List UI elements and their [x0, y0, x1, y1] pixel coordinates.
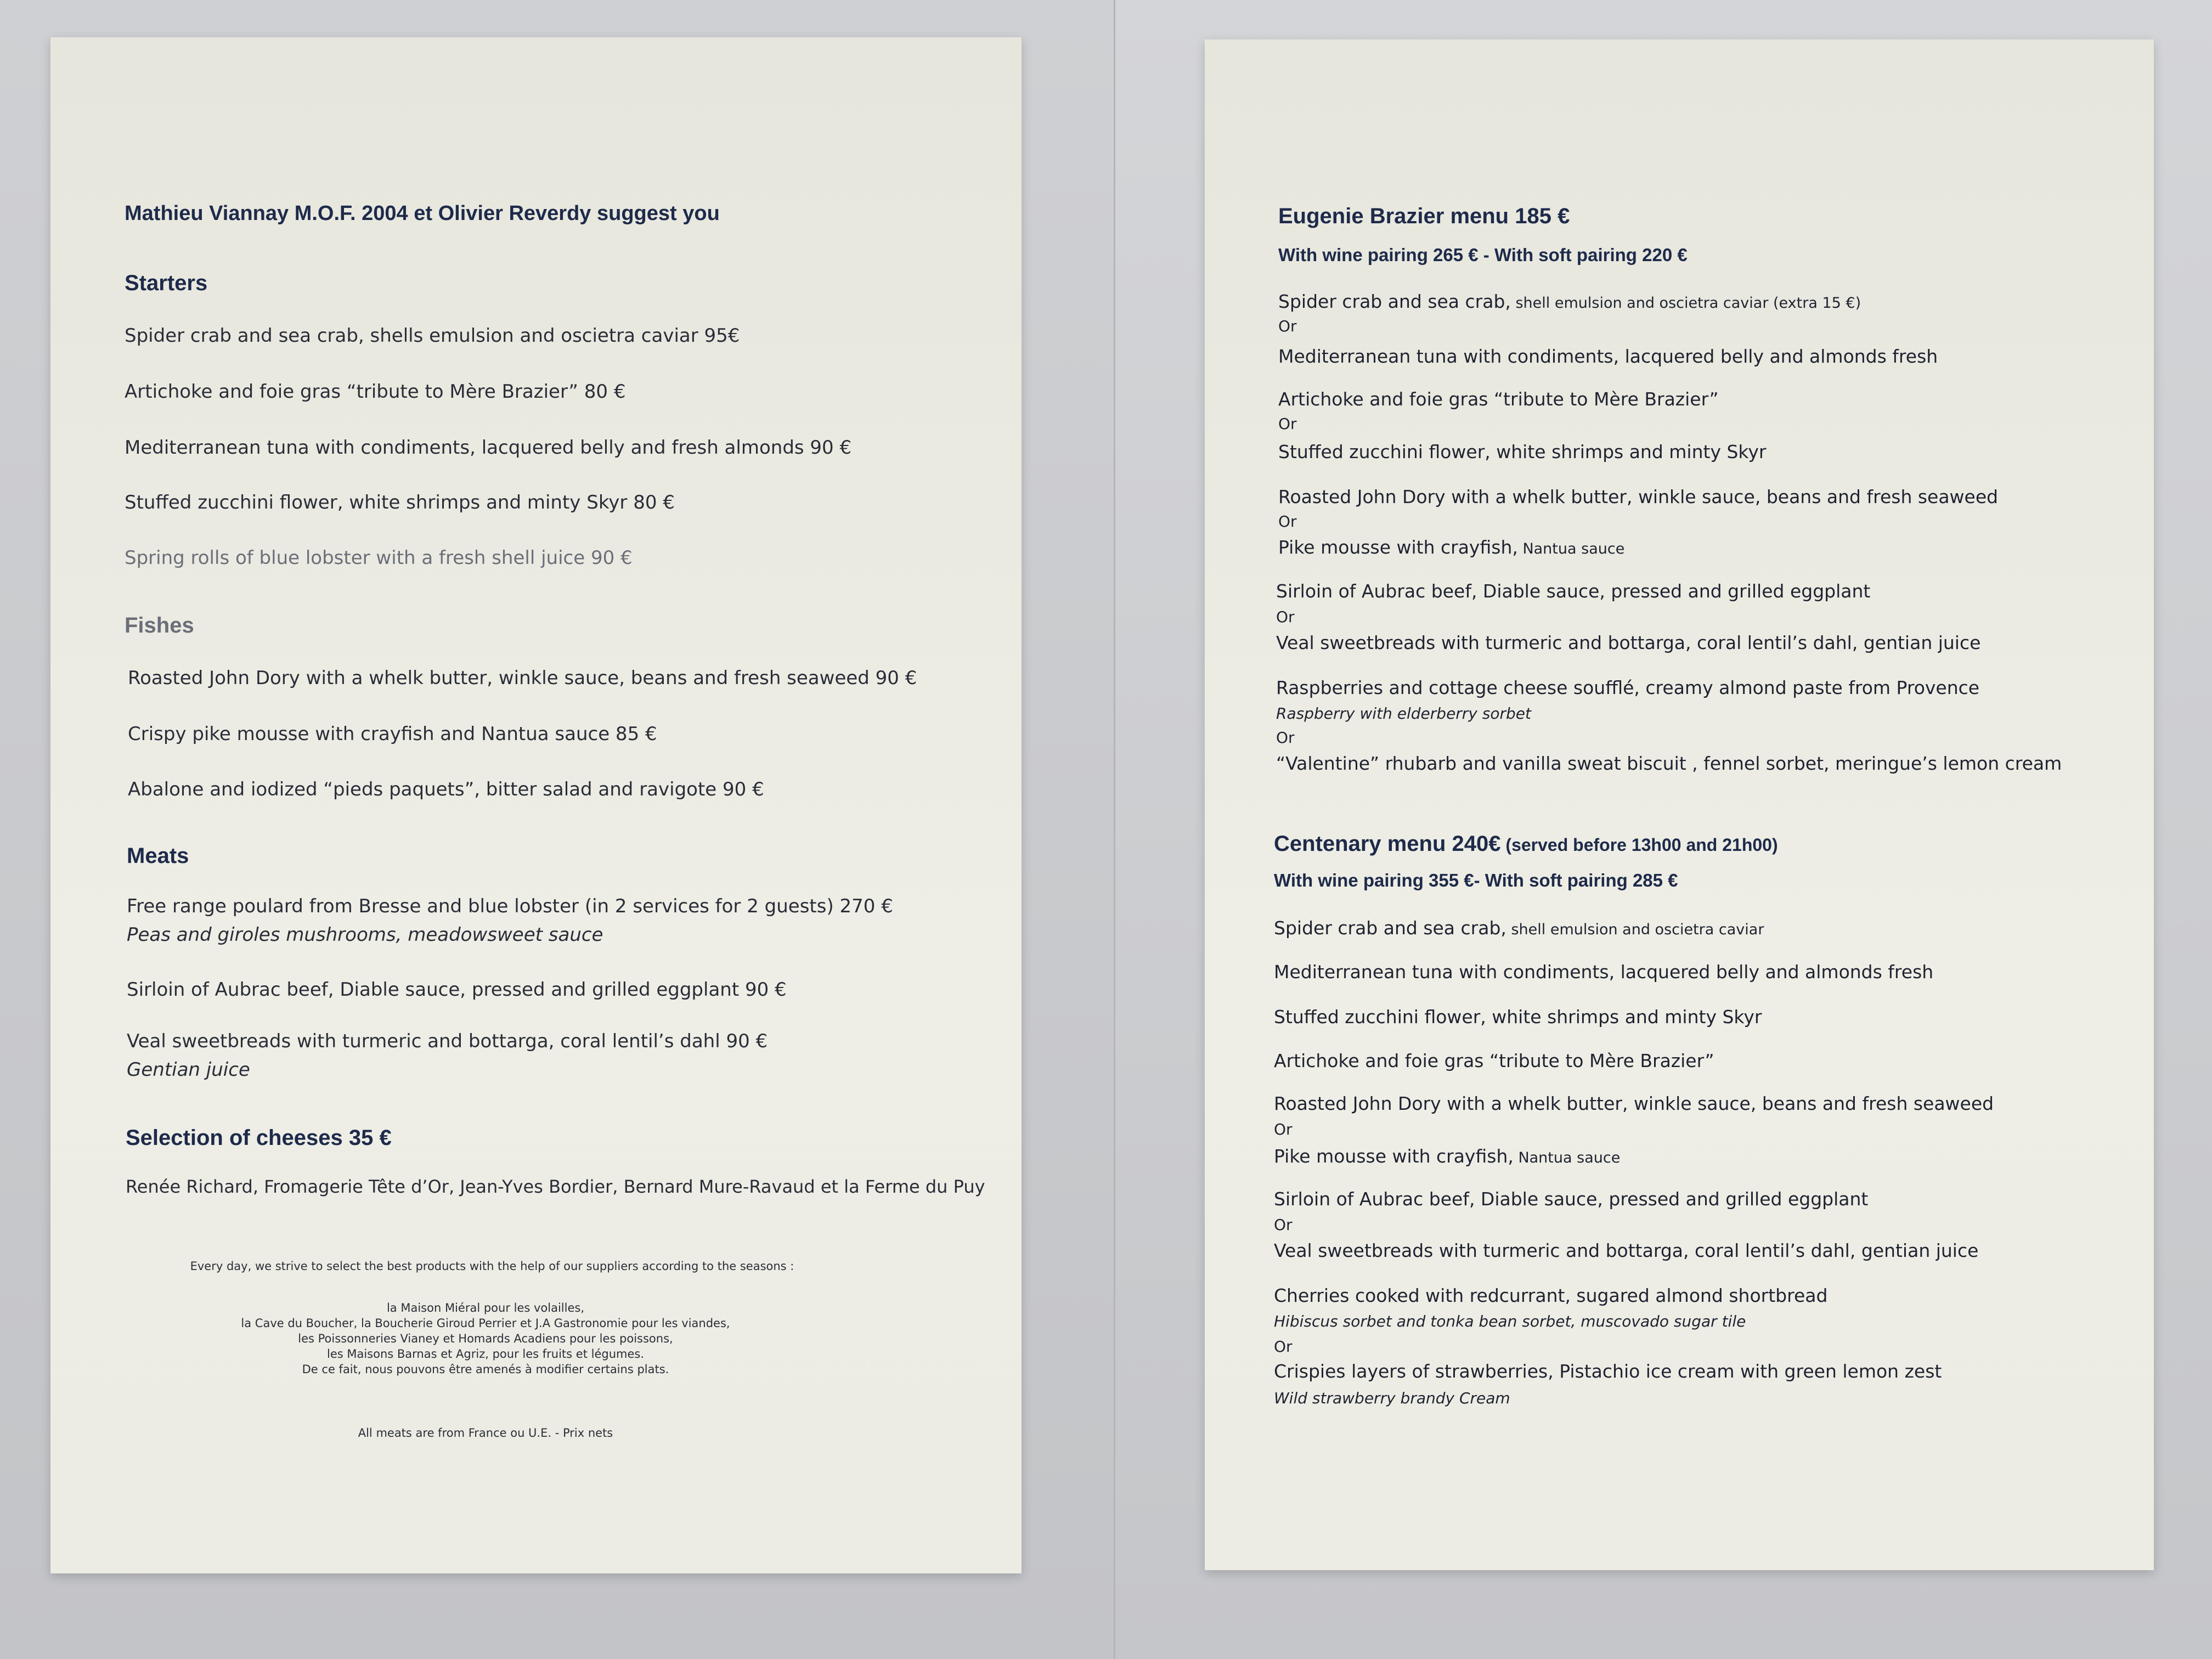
- or-separator: Or: [1278, 415, 1297, 433]
- meat-item-sub: Peas and giroles mushrooms, meadowsweet sauce: [127, 924, 603, 946]
- or-separator: Or: [1274, 1338, 1293, 1356]
- cheeses-heading: Selection of cheeses 35 €: [126, 1126, 392, 1150]
- or-separator: Or: [1274, 1216, 1293, 1234]
- supplier-line: la Cave du Boucher, la Boucherie Giroud Perrier et J.A Gastronomie pour les viandes,: [241, 1317, 730, 1330]
- brazier-course: Stuffed zucchini flower, white shrimps and minty Skyr: [1278, 441, 1767, 462]
- brazier-course: Sirloin of Aubrac beef, Diable sauce, pressed and grilled eggplant: [1276, 580, 1871, 602]
- supplier-line: la Maison Miéral pour les volailles,: [386, 1301, 585, 1314]
- brazier-course: Spider crab and sea crab, shell emulsion and oscietra caviar (extra 15 €): [1278, 291, 1861, 312]
- supplier-line: De ce fait, nous pouvons être amenés à modifier certains plats.: [302, 1363, 669, 1376]
- centenary-course: Cherries cooked with redcurrant, sugared almond shortbread: [1274, 1285, 1828, 1306]
- starter-item: Spring rolls of blue lobster with a fresh shell juice 90 €: [125, 547, 633, 569]
- centenary-menu-title: Centenary menu 240€ (served before 13h00 and 21h00): [1274, 832, 1778, 856]
- centenary-course: Pike mousse with crayfish, Nantua sauce: [1274, 1146, 1621, 1167]
- brazier-course: Roasted John Dory with a whelk butter, winkle sauce, beans and fresh seaweed: [1278, 486, 1999, 507]
- fishes-heading: Fishes: [125, 613, 194, 637]
- centenary-course-sub: Hibiscus sorbet and tonka bean sorbet, muscovado sugar tile: [1274, 1312, 1746, 1330]
- or-separator: Or: [1276, 608, 1295, 626]
- suppliers-intro: Every day, we strive to select the best products with the help of our suppliers according to the seasons :: [190, 1260, 794, 1273]
- brazier-course: Mediterranean tuna with condiments, lacquered belly and almonds fresh: [1278, 346, 1938, 367]
- or-separator: Or: [1276, 729, 1295, 747]
- brazier-menu-title: Eugenie Brazier menu 185 €: [1278, 204, 1570, 228]
- starter-item: Mediterranean tuna with condiments, lacquered belly and fresh almonds 90 €: [125, 437, 852, 459]
- or-separator: Or: [1274, 1120, 1293, 1138]
- centenary-course: Stuffed zucchini flower, white shrimps and minty Skyr: [1274, 1006, 1762, 1028]
- fish-item: Crispy pike mousse with crayfish and Nantua sauce 85 €: [128, 723, 657, 745]
- fish-item: Roasted John Dory with a whelk butter, winkle sauce, beans and fresh seaweed 90 €: [128, 667, 917, 689]
- meat-item-sub: Gentian juice: [127, 1059, 250, 1081]
- centenary-course: Spider crab and sea crab, shell emulsion and oscietra caviar: [1274, 917, 1764, 939]
- supplier-line: les Poissonneries Vianey et Homards Acadiens pour les poissons,: [298, 1332, 673, 1345]
- meat-origin-note: All meats are from France ou U.E. - Prix nets: [358, 1426, 613, 1440]
- centenary-course: Sirloin of Aubrac beef, Diable sauce, pressed and grilled eggplant: [1274, 1188, 1869, 1210]
- meat-item: Veal sweetbreads with turmeric and bottarga, coral lentil’s dahl 90 €: [127, 1030, 768, 1052]
- starter-item: Spider crab and sea crab, shells emulsion and oscietra caviar 95€: [125, 325, 740, 347]
- brazier-course: Raspberries and cottage cheese soufflé, creamy almond paste from Provence: [1276, 677, 1980, 698]
- fish-item: Abalone and iodized “pieds paquets”, bitter salad and ravigote 90 €: [128, 778, 764, 800]
- meats-heading: Meats: [127, 844, 189, 868]
- page-title: Mathieu Viannay M.O.F. 2004 et Olivier Reverdy suggest you: [125, 202, 720, 225]
- suppliers-list: [0, 1300, 971, 1377]
- or-separator: Or: [1278, 317, 1297, 335]
- brazier-course: Artichoke and foie gras “tribute to Mère Brazier”: [1278, 388, 1719, 410]
- starter-item: Artichoke and foie gras “tribute to Mère Brazier” 80 €: [125, 381, 626, 403]
- tasting-menus-sheet: [1205, 40, 2154, 1570]
- centenary-course: Roasted John Dory with a whelk butter, winkle sauce, beans and fresh seaweed: [1274, 1093, 1994, 1114]
- a-la-carte-menu-sheet: [50, 37, 1022, 1573]
- centenary-course-sub: Wild strawberry brandy Cream: [1274, 1389, 1510, 1407]
- or-separator: Or: [1278, 512, 1297, 531]
- centenary-course: Artichoke and foie gras “tribute to Mère Brazier”: [1274, 1050, 1714, 1071]
- brazier-course-sub: Raspberry with elderberry sorbet: [1276, 704, 1531, 723]
- brazier-course: Pike mousse with crayfish, Nantua sauce: [1278, 537, 1625, 558]
- centenary-course: Mediterranean tuna with condiments, lacquered belly and almonds fresh: [1274, 961, 1934, 983]
- brazier-pairing: With wine pairing 265 € - With soft pairing 220 €: [1278, 245, 1688, 265]
- supplier-line: les Maisons Barnas et Agriz, pour les fruits et légumes.: [326, 1347, 644, 1361]
- centenary-course: Crispies layers of strawberries, Pistachio ice cream with green lemon zest: [1274, 1361, 1942, 1382]
- centenary-course: Veal sweetbreads with turmeric and bottarga, coral lentil’s dahl, gentian juice: [1274, 1240, 1979, 1261]
- meat-item: Free range poulard from Bresse and blue lobster (in 2 services for 2 guests) 270 €: [127, 895, 893, 917]
- brazier-course: “Valentine” rhubarb and vanilla sweat biscuit , fennel sorbet, meringue’s lemon cream: [1276, 753, 2062, 774]
- meat-item: Sirloin of Aubrac beef, Diable sauce, pressed and grilled eggplant 90 €: [127, 979, 787, 1001]
- cheese-producers: Renée Richard, Fromagerie Tête d’Or, Jean-Yves Bordier, Bernard Mure-Ravaud et la Ferme du Puy: [126, 1176, 985, 1197]
- starter-item: Stuffed zucchini flower, white shrimps and minty Skyr 80 €: [125, 492, 675, 514]
- starters-heading: Starters: [125, 271, 208, 295]
- brazier-course: Veal sweetbreads with turmeric and bottarga, coral lentil’s dahl, gentian juice: [1276, 632, 1981, 653]
- centenary-pairing: With wine pairing 355 €- With soft pairing 285 €: [1274, 870, 1678, 890]
